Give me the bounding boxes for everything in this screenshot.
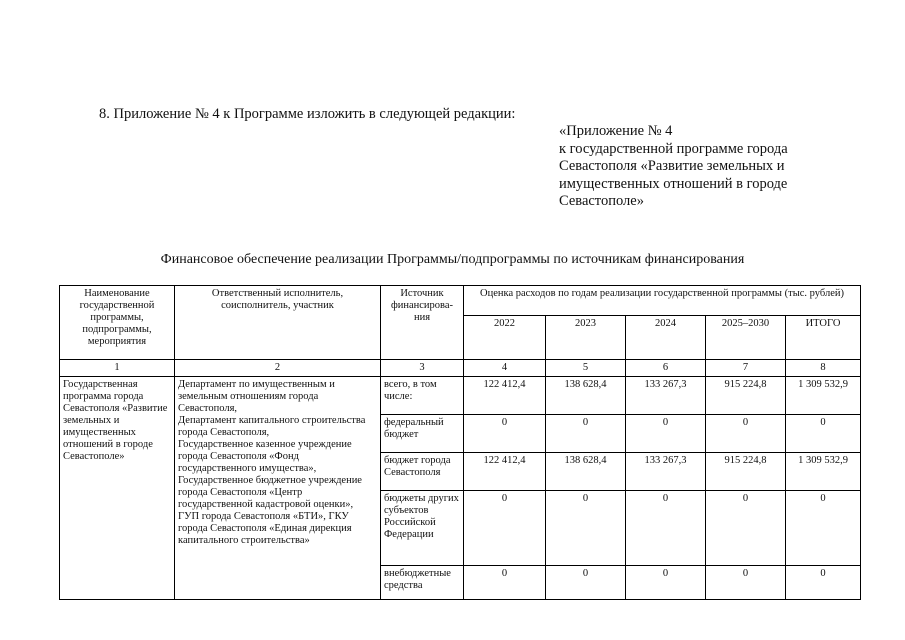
- source-cell: бюджет города Севастополя: [381, 453, 464, 491]
- executor-line: Департамент по имущественным и земельным отношениям города Севастополя,: [178, 379, 335, 414]
- value-cell: 0: [464, 415, 546, 453]
- appendix-line: имущественных отношений в городе: [559, 175, 788, 192]
- value-cell: 0: [626, 491, 706, 566]
- column-number: 6: [626, 360, 706, 377]
- value-cell: 0: [706, 415, 786, 453]
- value-cell: 915 224,8: [706, 453, 786, 491]
- value-cell: 0: [786, 491, 861, 566]
- value-cell: 0: [786, 566, 861, 600]
- header-total: ИТОГО: [786, 316, 861, 360]
- value-cell: 0: [546, 566, 626, 600]
- financing-table: [59, 285, 861, 600]
- value-cell: 0: [546, 491, 626, 566]
- column-number: 1: [60, 360, 175, 377]
- executor-cell: [175, 377, 381, 600]
- table-title: Финансовое обеспечение реализации Программы/подпрограммы по источникам финансирования: [160, 252, 745, 267]
- executor-line: Государственное бюджетное учреждение: [178, 475, 362, 486]
- column-number: 5: [546, 360, 626, 377]
- value-cell: 122 412,4: [464, 377, 546, 415]
- value-cell: 0: [786, 415, 861, 453]
- program-name-cell: Государственная программа города Севастополя «Развитие земельных и имущественных отношений в городе Севастополе»: [60, 377, 175, 600]
- column-number: 7: [706, 360, 786, 377]
- header-source: Источник финансирова-ния: [381, 286, 464, 360]
- appendix-heading: [559, 123, 859, 211]
- source-cell: внебюджетные средства: [381, 566, 464, 600]
- value-cell: 0: [464, 491, 546, 566]
- source-cell: всего, в том числе:: [381, 377, 464, 415]
- column-number: 3: [381, 360, 464, 377]
- header-year-2025-2030: 2025–2030: [706, 316, 786, 360]
- value-cell: 0: [546, 415, 626, 453]
- column-number: 4: [464, 360, 546, 377]
- column-number: 2: [175, 360, 381, 377]
- value-cell: 138 628,4: [546, 453, 626, 491]
- column-numbers-row: [60, 360, 861, 377]
- value-cell: 0: [626, 566, 706, 600]
- header-year-2023: 2023: [546, 316, 626, 360]
- header-executor: Ответственный исполнитель, соисполнитель, участник: [175, 286, 381, 360]
- value-cell: 0: [706, 566, 786, 600]
- executor-line: Государственное казенное учреждение города Севастополя «Фонд государственного имущества»,: [178, 439, 352, 474]
- column-number: 8: [786, 360, 861, 377]
- value-cell: 133 267,3: [626, 453, 706, 491]
- value-cell: 0: [464, 566, 546, 600]
- header-estimate: Оценка расходов по годам реализации государственной программы (тыс. рублей): [464, 286, 861, 316]
- appendix-line: к государственной программе города: [559, 140, 788, 157]
- header-name: Наименование государственной программы, подпрограммы, мероприятия: [60, 286, 175, 360]
- value-cell: 0: [706, 491, 786, 566]
- table-row: [60, 377, 861, 415]
- header-year-2024: 2024: [626, 316, 706, 360]
- amendment-item-text: 8. Приложение № 4 к Программе изложить в следующей редакции:: [99, 106, 516, 122]
- appendix-line: «Приложение № 4: [559, 123, 673, 139]
- value-cell: 138 628,4: [546, 377, 626, 415]
- value-cell: 133 267,3: [626, 377, 706, 415]
- value-cell: 915 224,8: [706, 377, 786, 415]
- source-cell: бюджеты других субъектов Российской Федерации: [381, 491, 464, 566]
- executor-line: ГУП города Севастополя «БТИ», ГКУ города Севастополя «Единая дирекция капитального строительства»: [178, 511, 352, 546]
- value-cell: 1 309 532,9: [786, 453, 861, 491]
- executor-line: города Севастополя «Центр государственной кадастровой оценки»,: [178, 487, 354, 510]
- appendix-line: Севастополя «Развитие земельных и: [559, 158, 785, 174]
- executor-line: Департамент капитального строительства города Севастополя,: [178, 415, 366, 438]
- source-cell: федеральный бюджет: [381, 415, 464, 453]
- value-cell: 1 309 532,9: [786, 377, 861, 415]
- value-cell: 122 412,4: [464, 453, 546, 491]
- value-cell: 0: [626, 415, 706, 453]
- header-year-2022: 2022: [464, 316, 546, 360]
- appendix-line: Севастополе»: [559, 193, 644, 209]
